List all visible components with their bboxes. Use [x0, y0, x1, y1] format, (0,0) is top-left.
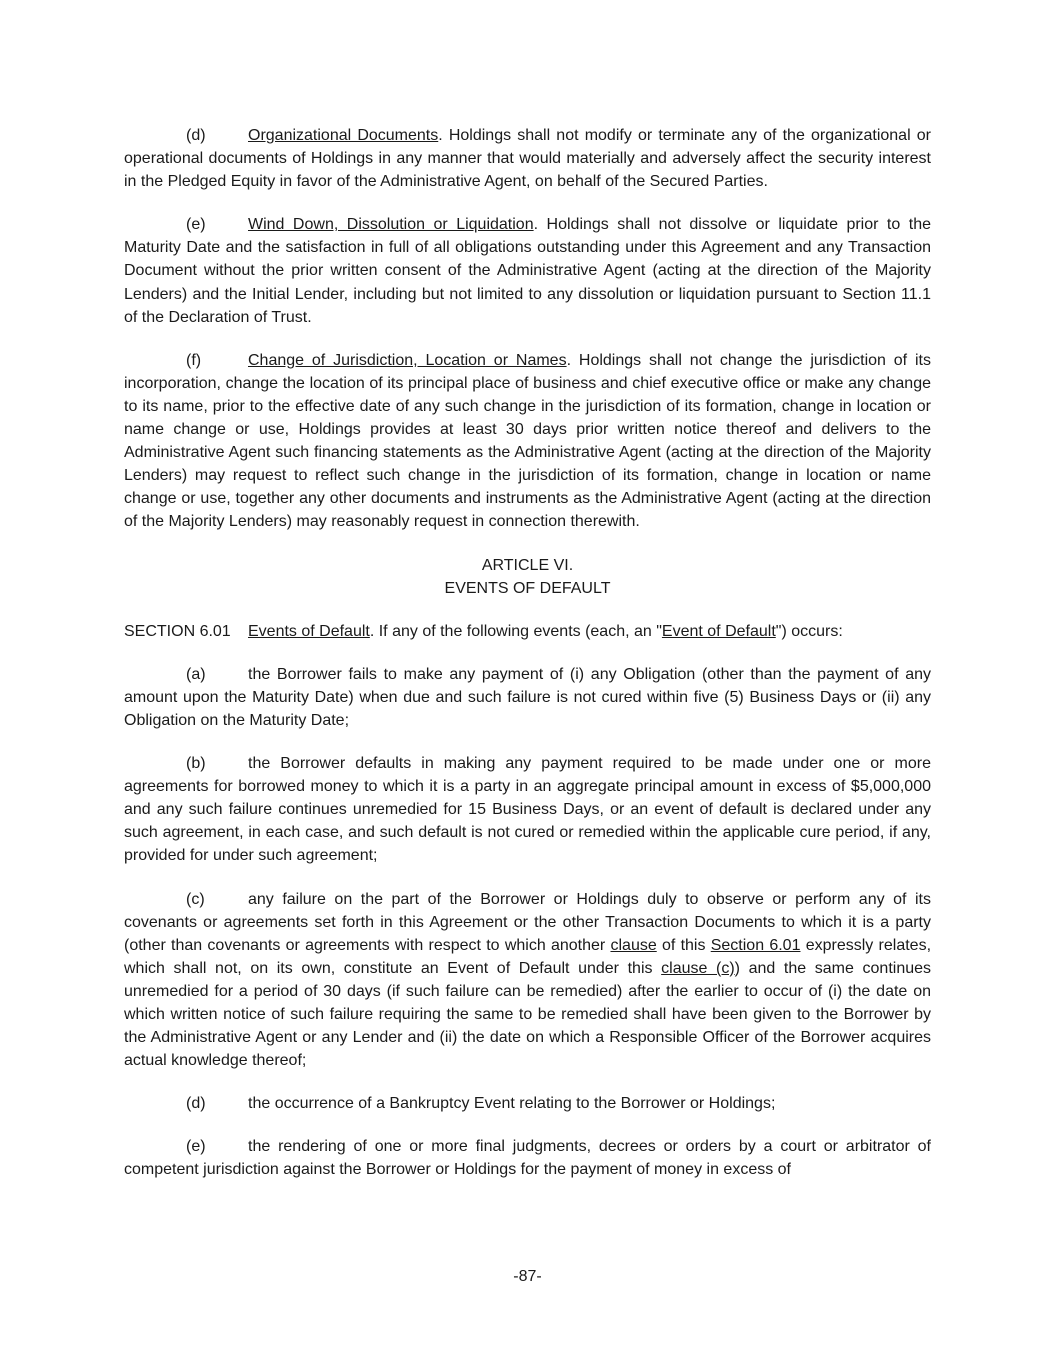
- section-text: ") occurs:: [775, 622, 843, 640]
- article-heading: [124, 554, 931, 600]
- paragraph-marker: (f): [186, 351, 202, 369]
- section-title: Events of Default: [248, 622, 370, 640]
- paragraph-heading: Organizational Documents: [248, 127, 439, 144]
- event-marker: (e): [186, 1138, 206, 1156]
- event-text: the Borrower fails to make any payment of (i) any Obligation (other than the payment of any amount upon the Maturity Date) when due and such failure is not cured within five (5) Business Days or (ii) any Obligation on the Maturity Date;: [124, 665, 931, 729]
- paragraph-heading: Change of Jurisdiction, Location or Names: [248, 351, 567, 369]
- paragraph-change-of-jurisdiction: [124, 349, 931, 534]
- document-body: [124, 124, 931, 1202]
- paragraph-text: . Holdings shall not dissolve or liquidate prior to the Maturity Date and the satisfaction in full of all obligations outstanding under this Agreement and any Transaction Document without the prior written consent of the Administrative Agent (acting at the direction of the Majority Lenders) and the Initial Lender, including but not limited to any dissolution or liquidation pursuant to Section 11.1 of the Declaration of Trust.: [124, 216, 931, 326]
- event-text: the rendering of one or more final judgments, decrees or orders by a court or arbitrator of competent jurisdiction against the Borrower or Holdings for the payment of money in excess of: [124, 1138, 931, 1179]
- event-text: expressly relates, which shall not, on its own, constitute an Event of Default under this: [124, 936, 932, 977]
- event-marker: (b): [186, 755, 206, 773]
- event-b: [124, 752, 931, 867]
- page-number: -87-: [513, 1268, 542, 1285]
- defined-term: Event of Default: [661, 622, 776, 640]
- event-text: ) and the same continues unremedied for a period of 30 days (if such failure can be remedied) after the earlier to occur of (i) the date on which written notice of such failure requiring the same to be remedied shall have been given to the Borrower by the Administrative Agent or any Lender and (ii) the date on which a Responsible Officer of the Borrower acquires actual knowledge thereof;: [124, 959, 932, 1070]
- event-text: the occurrence of a Bankruptcy Event relating to the Borrower or Holdings;: [248, 1095, 776, 1113]
- cross-reference-clause: clause: [610, 936, 657, 954]
- paragraph-heading: Wind Down, Dissolution or Liquidation: [248, 216, 534, 234]
- paragraph-marker: (d): [186, 127, 206, 144]
- event-text: of this: [656, 936, 711, 954]
- article-number: ARTICLE VI.: [481, 556, 574, 574]
- event-text: the Borrower defaults in making any payment required to be made under one or more agreements for borrowed money to which it is a party in an aggregate principal amount in excess of $5,000,000 and any such failure continues unremedied for 15 Business Days, or an event of default is declared under any such agreement, in each case, and such default is not cured or remedied within the applicable cure period, if any, provided for under such agreement;: [124, 755, 931, 865]
- cross-reference-section: Section 6.01: [710, 936, 801, 954]
- paragraph-organizational-documents: [124, 124, 931, 193]
- event-d: [124, 1092, 931, 1115]
- event-marker: (c): [186, 890, 205, 908]
- event-e: [124, 1135, 931, 1181]
- cross-reference-clause-c: clause (c): [661, 959, 735, 977]
- paragraph-text: . Holdings shall not change the jurisdiction of its incorporation, change the location of its principal place of business and chief executive office or make any change to its name, prior to the effective date of any such change in the jurisdiction of its formation, change in location or name change or use, Holdings provides at least 30 days prior written notice thereof and delivers to the Administrative Agent such financing statements as the Administrative Agent (acting at the direction of the Majority Lenders) may request to reflect such change in the jurisdiction of its formation, change in location or name change or use, together any other documents and instruments as the Administrative Agent (acting at the direction of the Majority Lenders) may reasonably request in connection therewith.: [124, 351, 931, 531]
- event-text: any failure on the part of the Borrower or Holdings duly to observe or perform any of its covenants or agreements set forth in this Agreement or the other Transaction Documents to which it is a party (other than covenants or agreements with respect to which another: [124, 890, 931, 954]
- paragraph-wind-down: [124, 213, 931, 328]
- section-number: SECTION 6.01: [124, 622, 231, 640]
- event-marker: (d): [186, 1095, 206, 1113]
- section-6-01-heading: [124, 620, 931, 643]
- event-a: [124, 663, 931, 732]
- event-c: [124, 888, 931, 1073]
- paragraph-marker: (e): [186, 216, 206, 234]
- article-title: EVENTS OF DEFAULT: [444, 579, 611, 597]
- section-text: . If any of the following events (each, an ": [369, 622, 662, 640]
- paragraph-text: . Holdings shall not modify or terminate any of the organizational or operational documents of Holdings in any manner that would materially and adversely affect the security interest in the Pledged Equity in favor of the Administrative Agent, on behalf of the Secured Parties.: [124, 127, 932, 191]
- event-marker: (a): [186, 665, 206, 683]
